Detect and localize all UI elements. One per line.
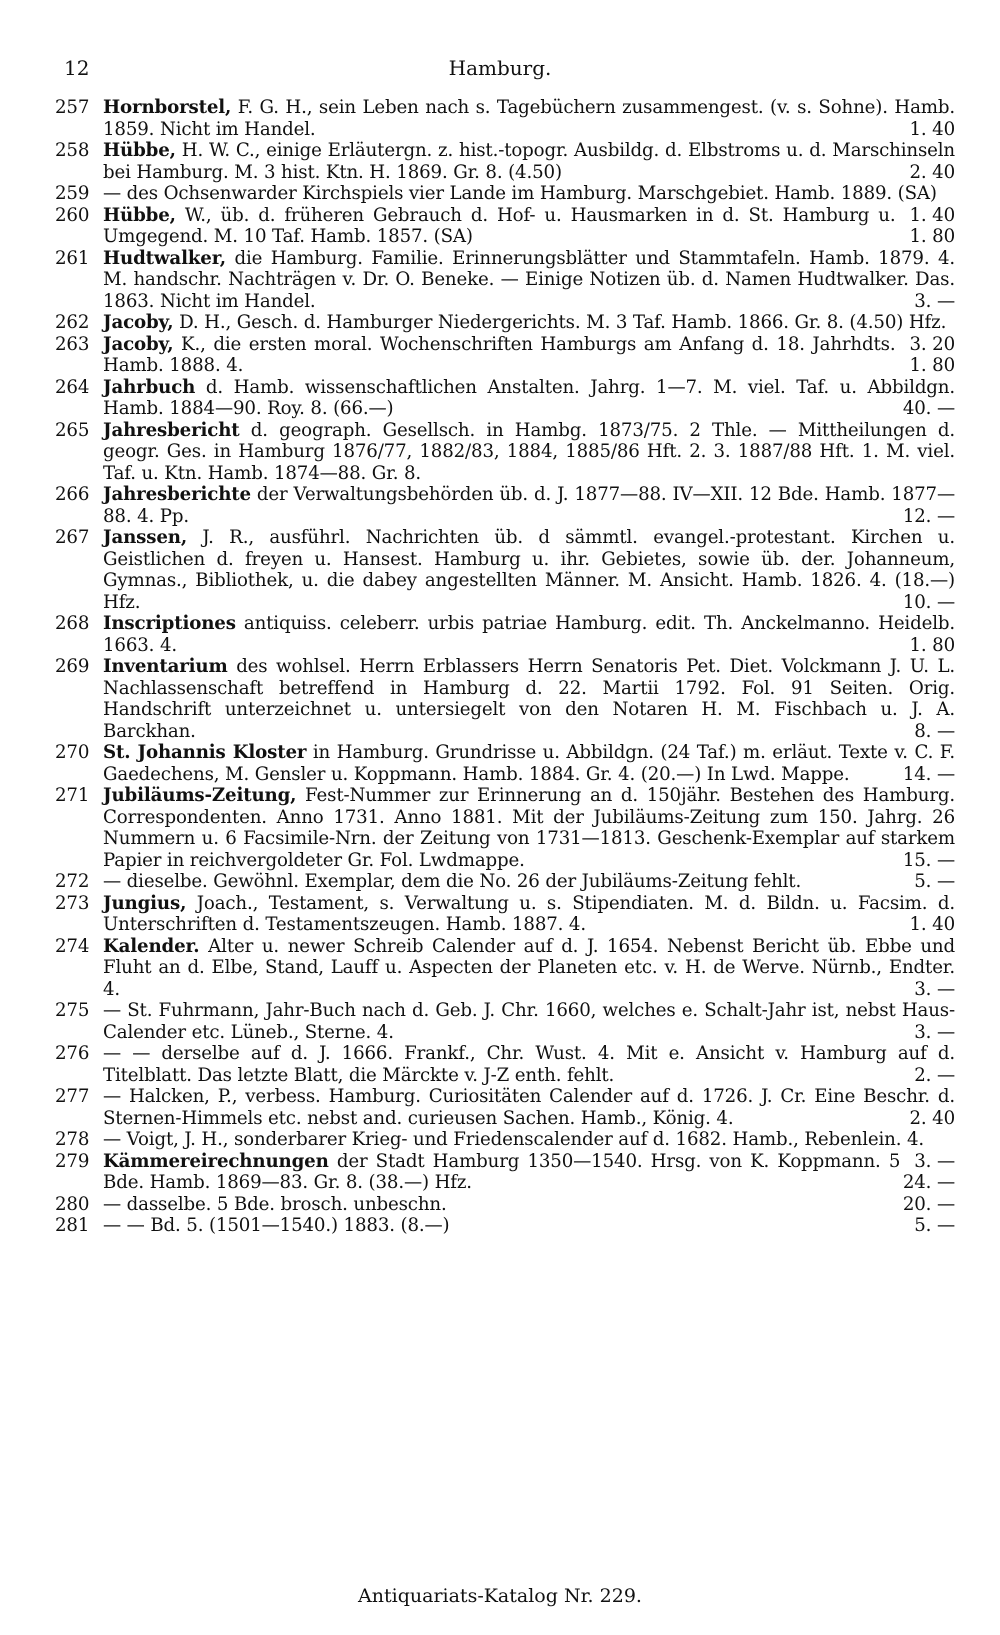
entry-number: 268 xyxy=(55,613,90,634)
entry-number: 279 xyxy=(55,1150,90,1172)
entry-text: antiquiss. celeberr. urbis patriae Hamburg. edit. Th. Anckelmanno. Heidelb. 1663. 4. xyxy=(103,613,955,656)
entry-text: des wohlsel. Herrn Erblassers Herrn Senatoris Pet. Diet. Volckmann J. U. L. Nachlassenschaft betreffend in Hamburg d. 22. Martii 1792. Fol. 91 Seiten. Orig. Handschrift unterzeichnet u. untersiegelt von den Notaren H. M. Fischbach u. J. A. Barckhan. xyxy=(103,656,955,742)
entry-text: — des Ochsenwarder Kirchspiels vier Lande im Hamburg. Marschgebiet. Hamb. 1889. (SA) xyxy=(103,183,937,204)
entry-text: der Verwaltungsbehörden üb. d. J. 1877—88. IV—XII. 12 Bde. Hamb. 1877—88. 4. Pp. xyxy=(103,484,955,527)
entry-number: 262 xyxy=(55,312,90,333)
entry-headword: Jahrbuch xyxy=(103,376,196,398)
entry-text: W., üb. d. früheren Gebrauch d. Hof- u. Hausmarken in d. St. Hamburg u. Umgegend. M. 10 Taf. Hamb. 1857. (SA) xyxy=(103,204,896,247)
entry-text: der Stadt Hamburg 1350—1540. Hrsg. von K. Koppmann. 5 Bde. Hamb. 1869—83. Gr. 8. (38.—) Hfz. xyxy=(103,1150,901,1193)
entry-price: 8. — xyxy=(914,720,955,742)
catalog-entry xyxy=(55,140,955,183)
catalog-entry xyxy=(55,1043,955,1086)
entry-number: 278 xyxy=(55,1129,90,1150)
entry-number: 264 xyxy=(55,376,90,398)
entry-number: 261 xyxy=(55,247,90,269)
entry-price: 2. — xyxy=(914,1064,955,1086)
entry-headword: Hudtwalker, xyxy=(103,247,226,269)
entry-number: 272 xyxy=(55,871,90,892)
catalog-entry xyxy=(55,1151,955,1194)
entry-headword: Kämmereirechnungen xyxy=(103,1150,329,1172)
entry-text: K., die ersten moral. Wochenschriften Hamburgs am Anfang d. 18. Jahrhdts. Hamb. 1888. 4. xyxy=(103,333,896,376)
entry-text: d. Hamb. wissenschaftlichen Anstalten. Jahrg. 1—7. M. viel. Taf. u. Abbildgn. Hamb. 1884—90. Roy. 8. (66.—) xyxy=(103,376,955,419)
entry-price: 24. — xyxy=(902,1172,955,1193)
catalog-footer: Antiquariats-Katalog Nr. 229. xyxy=(358,1585,642,1607)
entry-text: — — derselbe auf d. J. 1666. Frankf., Chr. Wust. 4. Mit e. Ansicht v. Hamburg auf d. Titelblatt. Das letzte Blatt, die Märckte v. J-Z enth. fehlt. xyxy=(103,1043,955,1086)
entry-number: 257 xyxy=(55,97,90,118)
entry-text: F. G. H., sein Leben nach s. Tagebüchern zusammengest. (v. s. Sohne). Hamb. 1859. Nicht im Handel. xyxy=(103,97,955,140)
entry-price: 2. 40 xyxy=(909,1107,955,1129)
entry-number: 265 xyxy=(55,419,90,441)
catalog-entry xyxy=(55,377,955,420)
entry-number: 260 xyxy=(55,204,90,226)
entry-price: 1. 80 xyxy=(909,355,955,376)
catalog-entry xyxy=(55,420,955,485)
entry-price: 20. — xyxy=(902,1193,955,1215)
catalog-entry xyxy=(55,1000,955,1043)
entry-number: 263 xyxy=(55,333,90,355)
entry-text: J. R., ausführl. Nachrichten üb. d sämmtl. evangel.-protestant. Kirchen u. Geistlichen d. freyen u. Hansest. Hamburg u. ihr. Gebietes, sowie üb. der. Johanneum, Gymnas., Bibliothek, u. die dabey angestellten Männer. M. Ansicht. Hamb. 1826. 4. (18.—) Hfz. xyxy=(103,527,955,613)
catalog-entry xyxy=(55,785,955,871)
entry-price: 3. — xyxy=(914,290,955,312)
entry-text: D. H., Gesch. d. Hamburger Niedergerichts. M. 3 Taf. Hamb. 1866. Gr. 8. (4.50) Hfz. xyxy=(179,312,947,333)
entry-price: 40. — xyxy=(902,398,955,419)
catalog-entry xyxy=(55,334,955,377)
entry-number: 270 xyxy=(55,742,90,763)
catalog-entry xyxy=(55,1194,955,1216)
catalog-entry xyxy=(55,613,955,656)
entry-number: 258 xyxy=(55,140,90,161)
entry-headword: Jubiläums-Zeitung, xyxy=(103,785,297,806)
entry-number: 267 xyxy=(55,527,90,548)
entry-number: 276 xyxy=(55,1043,90,1064)
catalog-entry xyxy=(55,527,955,613)
entry-price: 1. 40 xyxy=(909,204,955,226)
entry-price: 2. 40 xyxy=(909,161,955,183)
entry-headword: Inscriptiones xyxy=(103,613,236,634)
entry-text: d. geograph. Gesellsch. in Hambg. 1873/75. 2 Thle. — Mittheilungen d. geogr. Ges. in Hamburg 1876/77, 1882/83, 1884, 1885/86 Hft. 2. 3. 1887/88 Hft. 1. M. viel. Taf. u. Ktn. Hamb. 1874—88. Gr. 8. xyxy=(103,419,955,484)
entry-price: 3. — xyxy=(914,1021,955,1043)
entry-text: — dasselbe. 5 Bde. brosch. unbeschn. xyxy=(103,1193,447,1215)
entry-headword: Jahresberichte xyxy=(103,484,251,505)
entry-text: Joach., Testament, s. Verwaltung u. s. Stipendiaten. M. d. Bildn. u. Facsim. d. Unterschriften d. Testamentszeugen. Hamb. 1887. 4. xyxy=(103,892,955,935)
entry-headword: Janssen, xyxy=(103,527,188,548)
catalog-entry xyxy=(55,893,955,936)
entry-headword: Hübbe, xyxy=(103,204,176,226)
catalog-entry xyxy=(55,656,955,742)
entry-text: die Hamburg. Familie. Erinnerungsblätter und Stammtafeln. Hamb. 1879. 4. M. handschr. Nachträgen v. Dr. O. Beneke. — Einige Notizen üb. d. Namen Hudtwalker. Das. 1863. Nicht im Handel. xyxy=(103,247,955,312)
catalog-entry xyxy=(55,936,955,1001)
entry-price: 5. — xyxy=(914,1215,955,1236)
page-header xyxy=(0,56,1000,86)
entry-text: — — Bd. 5. (1501—1540.) 1883. (8.—) xyxy=(103,1215,450,1236)
entry-price: 10. — xyxy=(902,591,955,613)
entry-number: 266 xyxy=(55,484,90,505)
entry-number: 274 xyxy=(55,935,90,957)
entry-headword: St. Johannis Kloster xyxy=(103,742,307,763)
entry-price: 5. — xyxy=(914,871,955,892)
entry-text: in Hamburg. Grundrisse u. Abbildgn. (24 Taf.) m. erläut. Texte v. C. F. Gaedechens, M. Gensler u. Koppmann. Hamb. 1884. Gr. 4. (20.—) In Lwd. Mappe. xyxy=(103,742,955,785)
entry-text: — St. Fuhrmann, Jahr-Buch nach d. Geb. J. Chr. 1660, welches e. Schalt-Jahr ist, nebst Haus-Calender etc. Lüneb., Sterne. 4. xyxy=(103,1000,955,1043)
entry-headword: Hübbe, xyxy=(103,140,176,161)
entry-price: 3. — xyxy=(914,978,955,1000)
entry-headword: Jacoby, xyxy=(103,312,174,333)
catalog-entry xyxy=(55,1215,955,1237)
entry-number: 280 xyxy=(55,1193,90,1215)
catalog-entry xyxy=(55,484,955,527)
entry-headword: Jahresbericht xyxy=(103,419,240,441)
running-title: Hamburg. xyxy=(448,56,552,80)
entry-price: 14. — xyxy=(902,763,955,785)
catalog-entry xyxy=(55,871,955,893)
entry-text: Alter u. newer Schreib Calender auf d. J. 1654. Nebenst Bericht üb. Ebbe und Fluht an d. Elbe, Stand, Lauff u. Aspecten der Planeten etc. v. H. de Werve. Nürnb., Endter. 4. xyxy=(103,935,955,1000)
entry-number: 277 xyxy=(55,1086,90,1107)
entry-number: 269 xyxy=(55,656,90,677)
entry-price: 1. 80 xyxy=(909,226,955,247)
entry-text: — Halcken, P., verbess. Hamburg. Curiositäten Calender auf d. 1726. J. Cr. Eine Beschr. d. Sternen-Himmels etc. nebst and. curieusen Sachen. Hamb., König. 4. xyxy=(103,1086,955,1129)
catalog-entry xyxy=(55,1086,955,1129)
entry-headword: Jacoby, xyxy=(103,333,174,355)
entry-number: 275 xyxy=(55,1000,90,1021)
catalog-entry xyxy=(55,205,955,248)
entry-number: 271 xyxy=(55,785,90,806)
entry-headword: Hornborstel, xyxy=(103,97,232,118)
page-number: 12 xyxy=(64,56,90,80)
entry-number: 273 xyxy=(55,892,90,914)
entry-headword: Kalender. xyxy=(103,935,200,957)
entry-price: 3. — xyxy=(914,1150,955,1172)
catalog-entry xyxy=(55,742,955,785)
entry-price: 15. — xyxy=(902,849,955,871)
entry-number: 281 xyxy=(55,1215,90,1236)
catalog-entries xyxy=(55,97,955,1237)
entry-headword: Inventarium xyxy=(103,656,228,677)
entry-text: — dieselbe. Gewöhnl. Exemplar, dem die No. 26 der Jubiläums-Zeitung fehlt. xyxy=(103,871,802,892)
entry-price: 1. 40 xyxy=(909,118,955,140)
catalog-entry xyxy=(55,248,955,313)
entry-text: H. W. C., einige Erläutergn. z. hist.-topogr. Ausbildg. d. Elbstroms u. d. Marschinseln bei Hamburg. M. 3 hist. Ktn. H. 1869. Gr. 8. (4.50) xyxy=(103,140,955,183)
entry-price: 1. 40 xyxy=(909,914,955,935)
entry-number: 259 xyxy=(55,183,90,204)
catalog-entry xyxy=(55,97,955,140)
entry-text: Fest-Nummer zur Erinnerung an d. 150jähr. Bestehen des Hamburg. Correspondenten. Anno 1731. Anno 1881. Mit der Jubiläums-Zeitung zum 150. Jahrg. 26 Nummern u. 6 Facsimile-Nrn. der Zeitung von 1731—1813. Geschenk-Exemplar auf starkem Papier in reichvergoldeter Gr. Fol. Lwdmappe. xyxy=(103,785,955,871)
entry-text: — Voigt, J. H., sonderbarer Krieg- und Friedenscalender auf d. 1682. Hamb., Rebenlein. 4. xyxy=(103,1129,925,1150)
entry-price: 3. 20 xyxy=(909,333,955,355)
entry-price: 12. — xyxy=(902,505,955,527)
entry-headword: Jungius, xyxy=(103,892,187,914)
entry-price: 1. 80 xyxy=(909,634,955,656)
